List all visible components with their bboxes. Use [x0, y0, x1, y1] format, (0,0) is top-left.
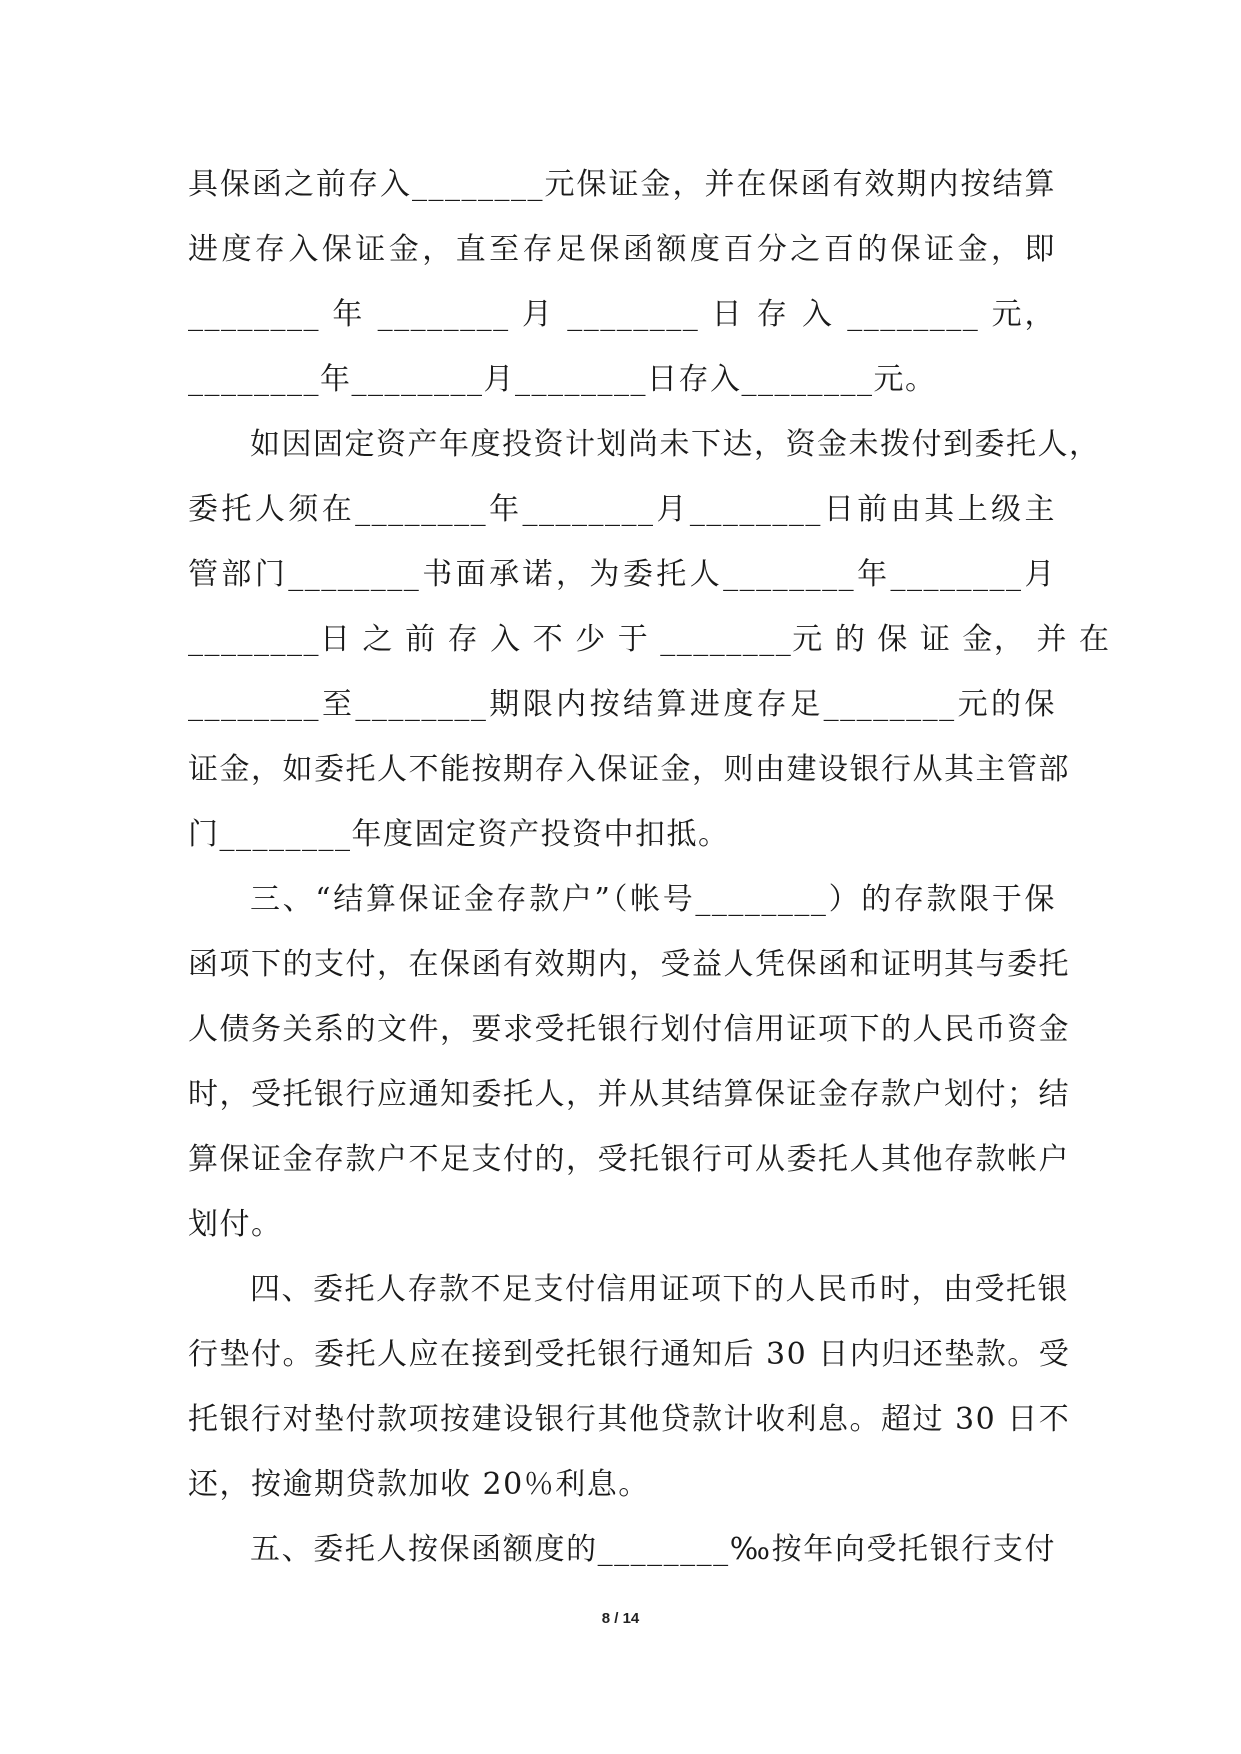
text-line: ________至________期限内按结算进度存足________元的保 [188, 687, 1056, 722]
text-line: 划付。 [188, 1207, 283, 1242]
text-line: ________ 年 ________ 月 ________ 日 存 入 ________ 元， [188, 297, 1056, 332]
paragraph-deposit-schedule [188, 158, 1056, 418]
text-line: 管部门________书面承诺，为委托人________年________月 [188, 557, 1056, 592]
text-line: 证金，如委托人不能按期存入保证金，则由建设银行从其主管部 [188, 752, 1070, 787]
paragraph-clause-4 [188, 1263, 1071, 1523]
text-line: 还，按逾期贷款加收 20％利息。 [188, 1467, 650, 1502]
text-line: 委托人须在________年________月________日前由其上级主 [188, 492, 1056, 527]
text-line: 行垫付。委托人应在接到受托银行通知后 30 日内归还垫款。受 [188, 1337, 1071, 1372]
paragraph-clause-5 [188, 1523, 1056, 1588]
paragraph-clause-3 [188, 873, 1070, 1263]
text-line: 如因固定资产年度投资计划尚未下达，资金未拨付到委托人， [250, 427, 1101, 462]
text-line: 进度存入保证金，直至存足保函额度百分之百的保证金，即 [188, 232, 1056, 267]
text-line: 算保证金存款户不足支付的，受托银行可从委托人其他存款帐户 [188, 1142, 1070, 1177]
text-line: 函项下的支付，在保函有效期内，受益人凭保函和证明其与委托 [188, 947, 1070, 982]
text-line: 三、“结算保证金存款户”（帐号________）的存款限于保 [250, 882, 1056, 917]
page-number: 8 / 14 [601, 1610, 640, 1627]
text-line: 托银行对垫付款项按建设银行其他贷款计收利息。超过 30 日不 [188, 1402, 1071, 1437]
document-body [188, 158, 1111, 1588]
text-line: 具保函之前存入________元保证金，并在保函有效期内按结算 [188, 167, 1056, 202]
text-line: 五、委托人按保函额度的________‰按年向受托银行支付 [250, 1532, 1056, 1567]
text-line: 时，受托银行应通知委托人，并从其结算保证金存款户划付；结 [188, 1077, 1070, 1112]
paragraph-investment-plan [188, 418, 1111, 873]
text-line: ________日 之 前 存 入 不 少 于 ________元 的 保 证 金， 并 在 [188, 622, 1111, 657]
text-line: 门________年度固定资产投资中扣抵。 [188, 817, 730, 852]
text-line: 四、委托人存款不足支付信用证项下的人民币时，由受托银 [250, 1272, 1069, 1307]
text-line: 人债务关系的文件，要求受托银行划付信用证项下的人民币资金 [188, 1012, 1070, 1047]
text-line: ________年________月________日存入________元。 [188, 362, 937, 397]
